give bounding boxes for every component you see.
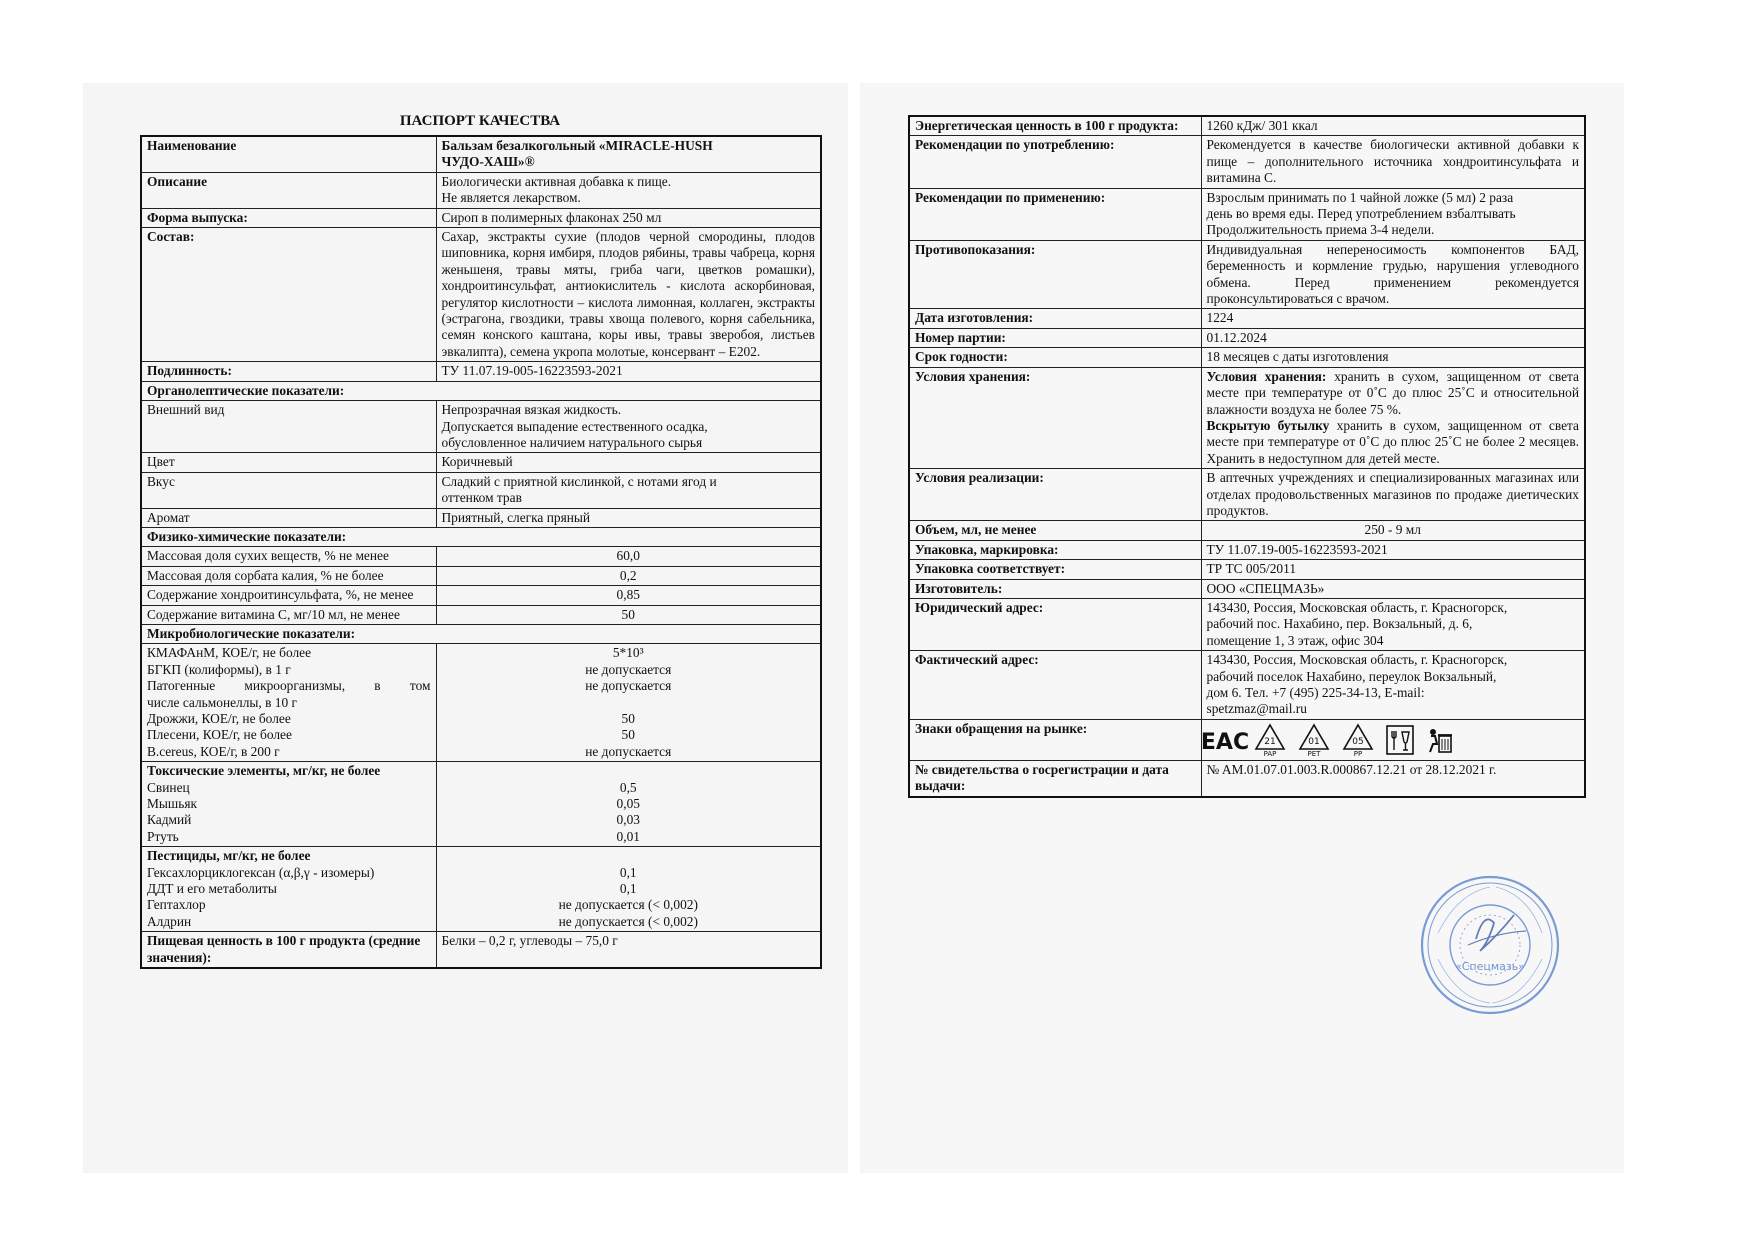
- disposal-bin-icon: [1425, 724, 1455, 756]
- color-label: Цвет: [141, 453, 436, 472]
- name-label: Наименование: [141, 136, 436, 172]
- recycle-number: 21: [1263, 736, 1276, 747]
- toxic-label: Мышьяк: [147, 796, 197, 812]
- row-legal-address: [909, 598, 1585, 650]
- sale-label: Условия реализации:: [909, 469, 1201, 521]
- appearance-value: [436, 401, 821, 453]
- pesticide-label: Гексахлорциклогексан (α,β,γ - изомеры): [147, 864, 375, 880]
- row-volume: [909, 521, 1585, 540]
- recycle-code: PP: [1353, 749, 1362, 758]
- description-line: Не является лекарством.: [441, 190, 581, 206]
- toxic-label: Кадмий: [147, 812, 192, 828]
- market-signs-icons: [1200, 721, 1580, 759]
- recycle-pp-icon: [1341, 723, 1375, 757]
- storage-text: хранить в сухом, защищенном от света месте при температуре от 0˚С до плюс 25˚С и относительной влажности воздуха не более 75 %.: [1206, 368, 1579, 417]
- micro-label: КМАФАнМ, КОЕ/г, не более: [147, 645, 312, 661]
- pesticide-value: 0,1: [619, 864, 637, 880]
- row-energy: [909, 116, 1585, 136]
- shelf-label: Срок годности:: [909, 348, 1201, 367]
- storage-label: Условия хранения:: [909, 367, 1201, 468]
- toxic-value-spacer: [442, 763, 816, 779]
- actual-address-label: Фактический адрес:: [909, 651, 1201, 720]
- legal-address-label: Юридический адрес:: [909, 598, 1201, 650]
- micro-value: не допускается: [585, 743, 672, 759]
- row-composition: [141, 228, 821, 362]
- document-title: ПАСПОРТ КАЧЕСТВА: [399, 113, 561, 129]
- authenticity-label: Подлинность:: [141, 362, 436, 381]
- application-label: Рекомендации по применению:: [909, 188, 1201, 240]
- certificate-label: № свидетельства о госрегистрации и дата выдачи:: [909, 760, 1201, 796]
- packaging-label: Упаковка, маркировка:: [909, 540, 1201, 559]
- row-usage: [909, 136, 1585, 188]
- pesticide-value-spacer: [442, 848, 816, 864]
- storage-bold: Условия хранения:: [1206, 368, 1327, 384]
- row-pesticides: [141, 847, 821, 932]
- energy-value: 1260 кДж/ 301 ккал: [1201, 116, 1585, 136]
- appearance-line: Допускается выпадение естественного осадка,: [441, 418, 708, 434]
- authenticity-value: ТУ 11.07.19-005-16223593-2021: [436, 362, 821, 381]
- micro-label: Патогенные микроорганизмы, в том: [147, 678, 431, 694]
- manufactured-value: 1224: [1201, 309, 1585, 328]
- composition-label: Состав:: [141, 228, 436, 362]
- name-value-line: Бальзам безалкогольный «MIRACLE-HUSH: [441, 138, 713, 153]
- compliance-label: Упаковка соответствует:: [909, 560, 1201, 579]
- row-organoleptic-heading: [141, 381, 821, 400]
- legal-address-line: помещение 1, 3 этаж, офис 304: [1206, 632, 1384, 648]
- row-toxic: [141, 762, 821, 847]
- physchem-value: 0,85: [436, 586, 821, 605]
- recycle-pap-icon: [1253, 723, 1287, 757]
- micro-values: [436, 644, 821, 762]
- row-application: [909, 188, 1585, 240]
- food-contact-icon: [1385, 724, 1415, 756]
- physchem-label: Массовая доля сорбата калия, % не более: [141, 566, 436, 585]
- maker-value: ООО «СПЕЦМАЗЬ»: [1201, 579, 1585, 598]
- organoleptic-heading: Органолептические показатели:: [141, 381, 821, 400]
- company-seal: [1418, 873, 1562, 1017]
- row-packaging: [909, 540, 1585, 559]
- pesticide-label: ДДТ и его метаболиты: [147, 881, 277, 897]
- volume-label: Объем, мл, не менее: [909, 521, 1201, 540]
- application-line: день во время еды. Перед употреблением взбалтывать: [1206, 206, 1516, 222]
- maker-label: Изготовитель:: [909, 579, 1201, 598]
- batch-label: Номер партии:: [909, 328, 1201, 347]
- row-contraindications: [909, 240, 1585, 309]
- usage-label: Рекомендации по употреблению:: [909, 136, 1201, 188]
- storage-text: хранить в сухом, защищенном от света месте при температуре от 0˚С до плюс 25˚С не более 2 месяцев. Хранить в недоступном для детей месте.: [1206, 417, 1579, 466]
- toxic-value: 0,03: [616, 812, 640, 828]
- row-maker: [909, 579, 1585, 598]
- recycle-number: 05: [1351, 736, 1364, 747]
- toxic-values: [436, 762, 821, 847]
- taste-value: [436, 472, 821, 508]
- physchem-value: 0,2: [436, 566, 821, 585]
- actual-address-line: дом 6. Тел. +7 (495) 225-34-13, E-mail:: [1206, 685, 1425, 700]
- row-micro-heading: [141, 624, 821, 643]
- batch-value: 01.12.2024: [1201, 328, 1585, 347]
- aroma-value: Приятный, слегка пряный: [436, 508, 821, 527]
- micro-labels: [141, 644, 436, 762]
- micro-heading: Микробиологические показатели:: [141, 624, 821, 643]
- packaging-value: ТУ 11.07.19-005-16223593-2021: [1201, 540, 1585, 559]
- pesticides-values: [436, 847, 821, 932]
- micro-label: Дрожжи, КОЕ/г, не более: [147, 711, 291, 726]
- toxic-value: 0,05: [616, 796, 640, 812]
- market-signs-value: [1201, 719, 1585, 760]
- row-authenticity: [141, 362, 821, 381]
- row-batch: [909, 328, 1585, 347]
- name-value: [436, 136, 821, 172]
- row-storage: [909, 367, 1585, 468]
- toxic-value: 0,5: [619, 779, 637, 795]
- actual-address-line: 143430, Россия, Московская область, г. Красногорск,: [1206, 652, 1508, 668]
- storage-paragraph: [1207, 369, 1580, 418]
- form-value: Сироп в полимерных флаконах 250 мл: [436, 208, 821, 227]
- energy-label: Энергетическая ценность в 100 г продукта:: [909, 116, 1201, 136]
- pesticide-label: Алдрин: [147, 913, 192, 929]
- micro-value-spacer: [442, 695, 816, 711]
- usage-value: Рекомендуется в качестве биологически активной добавки к пище – дополнительного источника хондроитинсульфата и витамина С.: [1201, 136, 1585, 188]
- row-description: [141, 172, 821, 208]
- aroma-label: Аромат: [141, 508, 436, 527]
- description-value: [436, 172, 821, 208]
- appearance-line: Непрозрачная вязкая жидкость.: [441, 402, 622, 418]
- shelf-value: 18 месяцев с даты изготовления: [1201, 348, 1585, 367]
- recycle-code: PAP: [1263, 749, 1276, 758]
- micro-label: числе сальмонеллы, в 10 г: [147, 694, 298, 710]
- color-value: Коричневый: [436, 453, 821, 472]
- row-compliance: [909, 560, 1585, 579]
- row-market-signs: [909, 719, 1585, 760]
- compliance-value: ТР ТС 005/2011: [1201, 560, 1585, 579]
- toxic-labels: [141, 762, 436, 847]
- row-color: [141, 453, 821, 472]
- row-name: [141, 136, 821, 172]
- row-actual-address: [909, 651, 1585, 720]
- pesticide-value: не допускается (< 0,002): [558, 913, 698, 929]
- recycle-pet-icon: [1297, 723, 1331, 757]
- manufactured-label: Дата изготовления:: [909, 309, 1201, 328]
- row-appearance: [141, 401, 821, 453]
- toxic-heading: Токсические элементы, мг/кг, не более: [147, 763, 381, 779]
- physchem-heading: Физико-химические показатели:: [141, 527, 821, 546]
- row-sale: [909, 469, 1585, 521]
- row-dry-matter: [141, 547, 821, 566]
- micro-value: не допускается: [585, 678, 672, 694]
- legal-address-line: 143430, Россия, Московская область, г. Красногорск,: [1206, 599, 1508, 615]
- row-manufactured: [909, 309, 1585, 328]
- taste-label: Вкус: [141, 472, 436, 508]
- actual-address-value: [1201, 651, 1585, 720]
- row-aroma: [141, 508, 821, 527]
- storage-value: [1201, 367, 1585, 468]
- seal-icon: [1418, 873, 1562, 1017]
- application-line: Продолжительность приема 3-4 недели.: [1206, 222, 1435, 238]
- form-label: Форма выпуска:: [141, 208, 436, 227]
- appearance-label: Внешний вид: [141, 401, 436, 453]
- micro-label: B.cereus, КОЕ/г, в 200 г: [147, 743, 280, 759]
- taste-line: Сладкий с приятной кислинкой, с нотами ягод и: [441, 473, 717, 489]
- micro-label: Плесени, КОЕ/г, не более: [147, 727, 292, 743]
- sale-value: В аптечных учреждениях и специализированных магазинах или отделах продовольственных магазинов по продаже диетических продуктов.: [1201, 469, 1585, 521]
- pesticide-value: не допускается (< 0,002): [558, 897, 698, 913]
- legal-address-line: рабочий пос. Нахабино, пер. Вокзальный, д. 6,: [1206, 616, 1473, 632]
- certificate-value: № AM.01.07.01.003.R.000867.12.21 от 28.12.2021 г.: [1201, 760, 1585, 796]
- application-value: [1201, 188, 1585, 240]
- seal-text: «Спецмазь»: [1455, 960, 1525, 973]
- row-sorbate: [141, 566, 821, 585]
- storage-bold: Вскрытую бутылку: [1206, 417, 1330, 433]
- physchem-value: 60,0: [436, 547, 821, 566]
- row-nutrition: [141, 932, 821, 968]
- row-vitamin-c: [141, 605, 821, 624]
- pesticide-value: 0,1: [619, 881, 637, 897]
- taste-line: оттенком трав: [441, 490, 522, 506]
- actual-address-line: рабочий поселок Нахабино, переулок Вокзальный,: [1206, 668, 1497, 684]
- row-shelf-life: [909, 348, 1585, 367]
- row-physchem-heading: [141, 527, 821, 546]
- name-value-line: ЧУДО-ХАШ»®: [441, 154, 535, 170]
- physchem-value: 50: [436, 605, 821, 624]
- legal-address-value: [1201, 598, 1585, 650]
- description-label: Описание: [141, 172, 436, 208]
- recycle-number: 01: [1307, 736, 1320, 747]
- pesticides-heading: Пестициды, мг/кг, не более: [147, 848, 311, 864]
- toxic-value: 0,01: [616, 828, 640, 844]
- appearance-line: обусловленное наличием натурального сырья: [441, 434, 703, 450]
- nutrition-label: Пищевая ценность в 100 г продукта (средние значения):: [141, 932, 436, 968]
- toxic-label: Свинец: [147, 779, 190, 795]
- contra-value: Индивидуальная непереносимость компонентов БАД, беременность и кормление грудью, нарушения углеводного обмена. Перед применением рекомендуется проконсультироваться с врачом.: [1201, 240, 1585, 309]
- composition-value: Сахар, экстракты сухие (плодов черной смородины, плодов шиповника, корня имбиря, плодов рябины, травы чабреца, корня женьшеня, травы мяты, гриба чаги, цветков ромашки), хондроитинсульфат, антиокислитель - кислота аскорбиновая, регулятор кислотности – кислота лимонная, коллаген, экстракты (эстрагона, гвоздики, травы хвоща полевого, корня сабельника, семян конского каштана, коры ивы, травы зверобоя, листьев эвкалипта), семена укропа молотые, консервант – Е202.: [436, 228, 821, 362]
- micro-value: 5*10³: [612, 645, 644, 661]
- row-certificate: [909, 760, 1585, 796]
- quality-passport-table-right: [908, 115, 1586, 798]
- quality-passport-table-left: [140, 135, 822, 969]
- micro-label: БГКП (колиформы), в 1 г: [147, 661, 291, 677]
- toxic-label: Ртуть: [147, 828, 179, 844]
- physchem-label: Содержание хондроитинсульфата, %, не менее: [141, 586, 436, 605]
- volume-value: 250 - 9 мл: [1201, 521, 1585, 540]
- nutrition-value: Белки – 0,2 г, углеводы – 75,0 г: [436, 932, 821, 968]
- storage-paragraph: [1207, 418, 1580, 467]
- eac-text: ЕАС: [1200, 729, 1249, 755]
- micro-value: 50: [621, 711, 635, 726]
- micro-value: не допускается: [585, 661, 672, 677]
- physchem-label: Содержание витамина С, мг/10 мл, не менее: [141, 605, 436, 624]
- market-signs-label: Знаки обращения на рынке:: [909, 719, 1201, 760]
- recycle-code: PET: [1307, 749, 1320, 758]
- description-line: Биологически активная добавка к пище.: [441, 173, 672, 189]
- contra-label: Противопоказания:: [909, 240, 1201, 309]
- pesticide-label: Гептахлор: [147, 897, 206, 913]
- actual-address-line: spetzmaz@mail.ru: [1206, 701, 1307, 717]
- row-chondroitin: [141, 586, 821, 605]
- application-line: Взрослым принимать по 1 чайной ложке (5 мл) 2 раза: [1206, 189, 1514, 205]
- micro-value: 50: [621, 727, 635, 743]
- row-taste: [141, 472, 821, 508]
- row-form: [141, 208, 821, 227]
- physchem-label: Массовая доля сухих веществ, % не менее: [141, 547, 436, 566]
- eac-icon: [1200, 725, 1249, 755]
- row-micro: [141, 644, 821, 762]
- pesticides-labels: [141, 847, 436, 932]
